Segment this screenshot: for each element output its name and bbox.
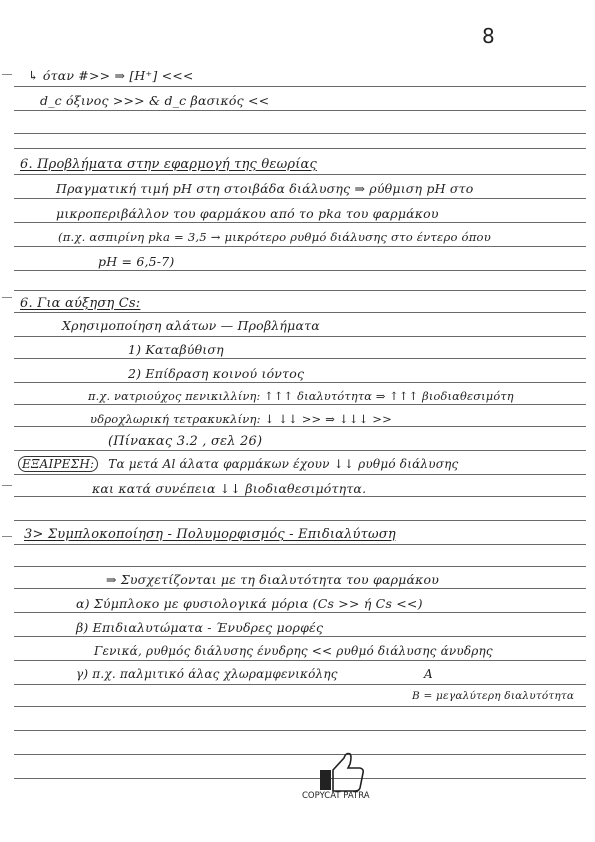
margin-tick bbox=[2, 485, 12, 486]
ruled-line bbox=[14, 636, 586, 637]
note-line: ⇒ Συσχετίζονται με τη διαλυτότητα του φαρμάκου bbox=[106, 572, 440, 587]
ruled-line bbox=[14, 730, 586, 731]
note-line: ↳ όταν #>> ⇒ [H⁺] <<< bbox=[28, 68, 194, 83]
ruled-line bbox=[14, 222, 586, 223]
ruled-line bbox=[14, 544, 586, 545]
ruled-line bbox=[14, 110, 586, 111]
ruled-line bbox=[14, 290, 586, 291]
ruled-line bbox=[14, 612, 586, 613]
note-line bbox=[18, 457, 458, 471]
ruled-line bbox=[14, 174, 586, 175]
page-number: 8 bbox=[482, 24, 495, 48]
margin-tick bbox=[2, 297, 12, 298]
ruled-line bbox=[14, 706, 586, 707]
logo-text: COPYCAT PATRA bbox=[302, 791, 370, 801]
note-line: υδροχλωρική τετρακυκλίνη: ↓ ↓↓ >> ⇒ ↓↓↓ >> bbox=[90, 412, 392, 426]
note-line: Πραγματική τιμή pH στη στοιβάδα διάλυσης ⇒ ρύθμιση pH στο bbox=[56, 181, 474, 196]
ruled-line bbox=[14, 474, 586, 475]
exception-text: Τα μετά Al άλατα φαρμάκων έχουν ↓↓ ρυθμό διάλυσης bbox=[108, 457, 459, 471]
note-line: (Πίνακας 3.2 , σελ 26) bbox=[108, 434, 263, 449]
note-line: γ) π.χ. παλμιτικό άλας χλωραμφενικόλης bbox=[76, 667, 338, 681]
section-title: 3> Συμπλοκοποίηση - Πολυμορφισμός - Επιδιαλύτωση bbox=[24, 527, 396, 542]
ruled-line bbox=[14, 496, 586, 497]
ruled-line bbox=[14, 133, 586, 134]
note-line: 2) Επίδραση κοινού ιόντος bbox=[128, 366, 305, 381]
note-line: Γενικά, ρυθμός διάλυσης ένυδρης << ρυθμό διάλυσης άνυδρης bbox=[94, 644, 493, 658]
note-line: α) Σύμπλοκο με φυσιολογικά μόρια (Cs >> ή Cs <<) bbox=[76, 596, 423, 611]
margin-tick bbox=[2, 74, 12, 75]
section-title: 6. Προβλήματα στην εφαρμογή της θεωρίας bbox=[20, 157, 317, 172]
ruled-line bbox=[14, 684, 586, 685]
ruled-line bbox=[14, 588, 586, 589]
ruled-line bbox=[14, 358, 586, 359]
ruled-line bbox=[14, 566, 586, 567]
ruled-line bbox=[14, 450, 586, 451]
note-line: Χρησιμοποίηση αλάτων — Προβλήματα bbox=[62, 318, 320, 333]
ruled-line bbox=[14, 426, 586, 427]
note-line: π.χ. νατριούχος πενικιλλίνη: ↑↑↑ διαλυτότητα ⇒ ↑↑↑ βιοδιαθεσιμότη bbox=[88, 390, 514, 403]
ruled-line bbox=[14, 270, 586, 271]
ruled-line bbox=[14, 148, 586, 149]
note-line: pH = 6,5-7) bbox=[98, 254, 175, 269]
margin-tick bbox=[2, 536, 12, 537]
note-line: και κατά συνέπεια ↓↓ βιοδιαθεσιμότητα. bbox=[92, 481, 367, 496]
ruled-line bbox=[14, 312, 586, 313]
ruled-line bbox=[14, 520, 586, 521]
note-line: B = μεγαλύτερη διαλυτότητα bbox=[412, 690, 575, 702]
note-line: d_c όξινος >>> & d_c βασικός << bbox=[40, 93, 270, 108]
ruled-line bbox=[14, 246, 586, 247]
note-line: (π.χ. ασπιρίνη pka = 3,5 → μικρότερο ρυθμό διάλυσης στο έντερο όπου bbox=[58, 230, 491, 244]
ruled-line bbox=[14, 198, 586, 199]
exception-label: ΕΞΑΙΡΕΣΗ: bbox=[18, 456, 98, 472]
note-line: A bbox=[424, 667, 433, 681]
ruled-line bbox=[14, 660, 586, 661]
ruled-line bbox=[14, 404, 586, 405]
section-title: 6. Για αύξηση Cs: bbox=[20, 296, 141, 311]
note-line: β) Επιδιαλυτώματα - Ένυδρες μορφές bbox=[76, 620, 324, 635]
ruled-line bbox=[14, 336, 586, 337]
ruled-line bbox=[14, 86, 586, 87]
note-line: μικροπεριβάλλον του φαρμάκου από το pka του φαρμάκου bbox=[56, 206, 439, 221]
ruled-line bbox=[14, 382, 586, 383]
note-line: 1) Καταβύθιση bbox=[128, 342, 224, 357]
